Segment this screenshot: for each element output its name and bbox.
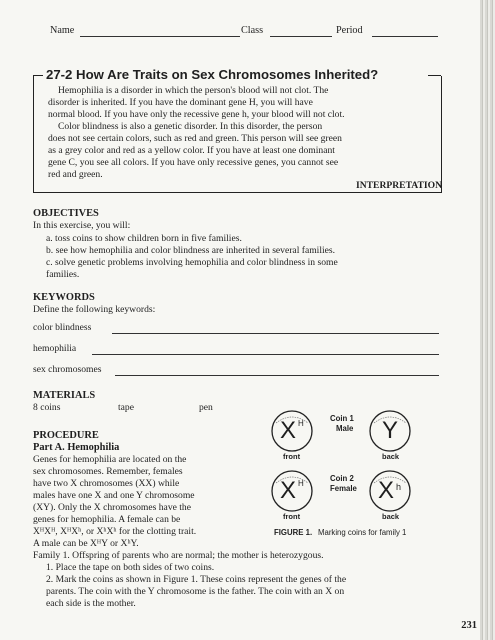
objective-a: a. toss coins to show children born in five families. — [46, 233, 242, 244]
name-label: Name — [50, 25, 75, 36]
interpretation-label: INTERPRETATION — [356, 180, 443, 191]
intro-line-7: gene C, you see all colors. If you have only recessive genes, you cannot see — [48, 157, 339, 168]
intro-line-1: Hemophilia is a disorder in which the person's blood will not clot. The — [58, 85, 329, 96]
objective-b: b. see how hemophilia and color blindness are inherited in several families. — [46, 245, 336, 256]
coin-1-label: Coin 1 — [330, 414, 354, 423]
page-edge — [480, 0, 495, 640]
coin-1-front-sup: H — [298, 419, 304, 428]
page-number: 231 — [461, 620, 477, 631]
procedure-line-7: XᴴXᴴ, XᴴXʰ, or XʰXʰ for the clotting trait. — [33, 526, 197, 537]
objectives-intro: In this exercise, you will: — [33, 220, 131, 231]
coin-1-front-label: front — [283, 452, 301, 461]
page-title: 27-2 How Are Traits on Sex Chromosomes Inherited? — [46, 67, 379, 82]
intro-line-5: does not see certain colors, such as red and green. This person will see green — [48, 133, 342, 144]
part-a-heading: Part A. Hemophilia — [33, 442, 120, 453]
procedure-line-3: have two X chromosomes (XX) while — [33, 478, 180, 489]
intro-line-3: normal blood. If you have only the recessive gene h, your blood will not clot. — [48, 109, 345, 120]
figure-caption: Marking coins for family 1 — [318, 528, 407, 537]
coin-1-sub: Male — [336, 424, 354, 433]
material-tape: tape — [118, 402, 134, 413]
family-step-2-cont-1: parents. The coin with the Y chromosome is the father. The coin with an X on — [46, 586, 345, 597]
period-label: Period — [336, 25, 363, 36]
coin-2-label: Coin 2 — [330, 474, 354, 483]
coin-2-front-sup: H — [298, 479, 304, 488]
procedure-line-2: sex chromosomes. Remember, females — [33, 466, 183, 477]
keyword-sex-chromosomes: sex chromosomes — [33, 364, 102, 375]
keyword-answer-line-2[interactable] — [92, 354, 439, 355]
coin-2-back-letter: X — [378, 477, 395, 504]
objectives-heading: OBJECTIVES — [33, 208, 99, 219]
coin-2-back-sup: h — [396, 482, 402, 492]
coin-2-sub: Female — [330, 484, 357, 493]
procedure-line-1: Genes for hemophilia are located on the — [33, 454, 187, 465]
keyword-answer-line-1[interactable] — [112, 333, 439, 334]
procedure-line-6: genes for hemophilia. A female can be — [33, 514, 181, 525]
material-pen: pen — [199, 402, 213, 413]
class-label: Class — [241, 25, 264, 36]
procedure-heading: PROCEDURE — [33, 430, 99, 441]
procedure-line-8: A male can be XᴴY or XʰY. — [33, 538, 139, 549]
coin-2-back-label: back — [382, 512, 400, 521]
objective-c-cont: families. — [46, 269, 80, 280]
keyword-answer-line-3[interactable] — [115, 375, 439, 376]
coin-1-back-label: back — [382, 452, 400, 461]
name-line — [80, 36, 240, 37]
period-line — [372, 36, 438, 37]
intro-line-8: red and green. — [48, 169, 103, 180]
objective-c: c. solve genetic problems involving hemophilia and color blindness in some — [46, 257, 338, 268]
materials-heading: MATERIALS — [33, 390, 96, 401]
intro-line-2: disorder is inherited. If you have the dominant gene H, you will have — [48, 97, 313, 108]
procedure-line-5: (XY). Only the X chromosomes have the — [33, 502, 191, 513]
intro-line-4: Color blindness is also a genetic disorder. In this disorder, the person — [58, 121, 323, 132]
procedure-line-4: males have one X and one Y chromosome — [33, 490, 195, 501]
family-1-line: Family 1. Offspring of parents who are normal; the mother is heterozygous. — [33, 550, 324, 561]
coin-1-back-letter: Y — [382, 417, 399, 444]
class-line — [270, 36, 332, 37]
figure-caption-label: FIGURE 1. — [274, 528, 313, 537]
coin-2-front-letter: X — [280, 477, 297, 504]
keywords-heading: KEYWORDS — [33, 292, 95, 303]
material-coins: 8 coins — [33, 402, 61, 413]
family-step-2-cont-2: each side is the mother. — [46, 598, 136, 609]
family-step-2: 2. Mark the coins as shown in Figure 1. These coins represent the genes of the — [46, 574, 347, 585]
coin-1-front-letter: X — [280, 417, 297, 444]
intro-line-6: as a grey color and red as a yellow color. If you have at least one dominant — [48, 145, 335, 156]
keyword-color-blindness: color blindness — [33, 322, 92, 333]
keywords-intro: Define the following keywords: — [33, 304, 156, 315]
family-step-1: 1. Place the tape on both sides of two coins. — [46, 562, 215, 573]
keyword-hemophilia: hemophilia — [33, 343, 77, 354]
coin-2-front-label: front — [283, 512, 301, 521]
